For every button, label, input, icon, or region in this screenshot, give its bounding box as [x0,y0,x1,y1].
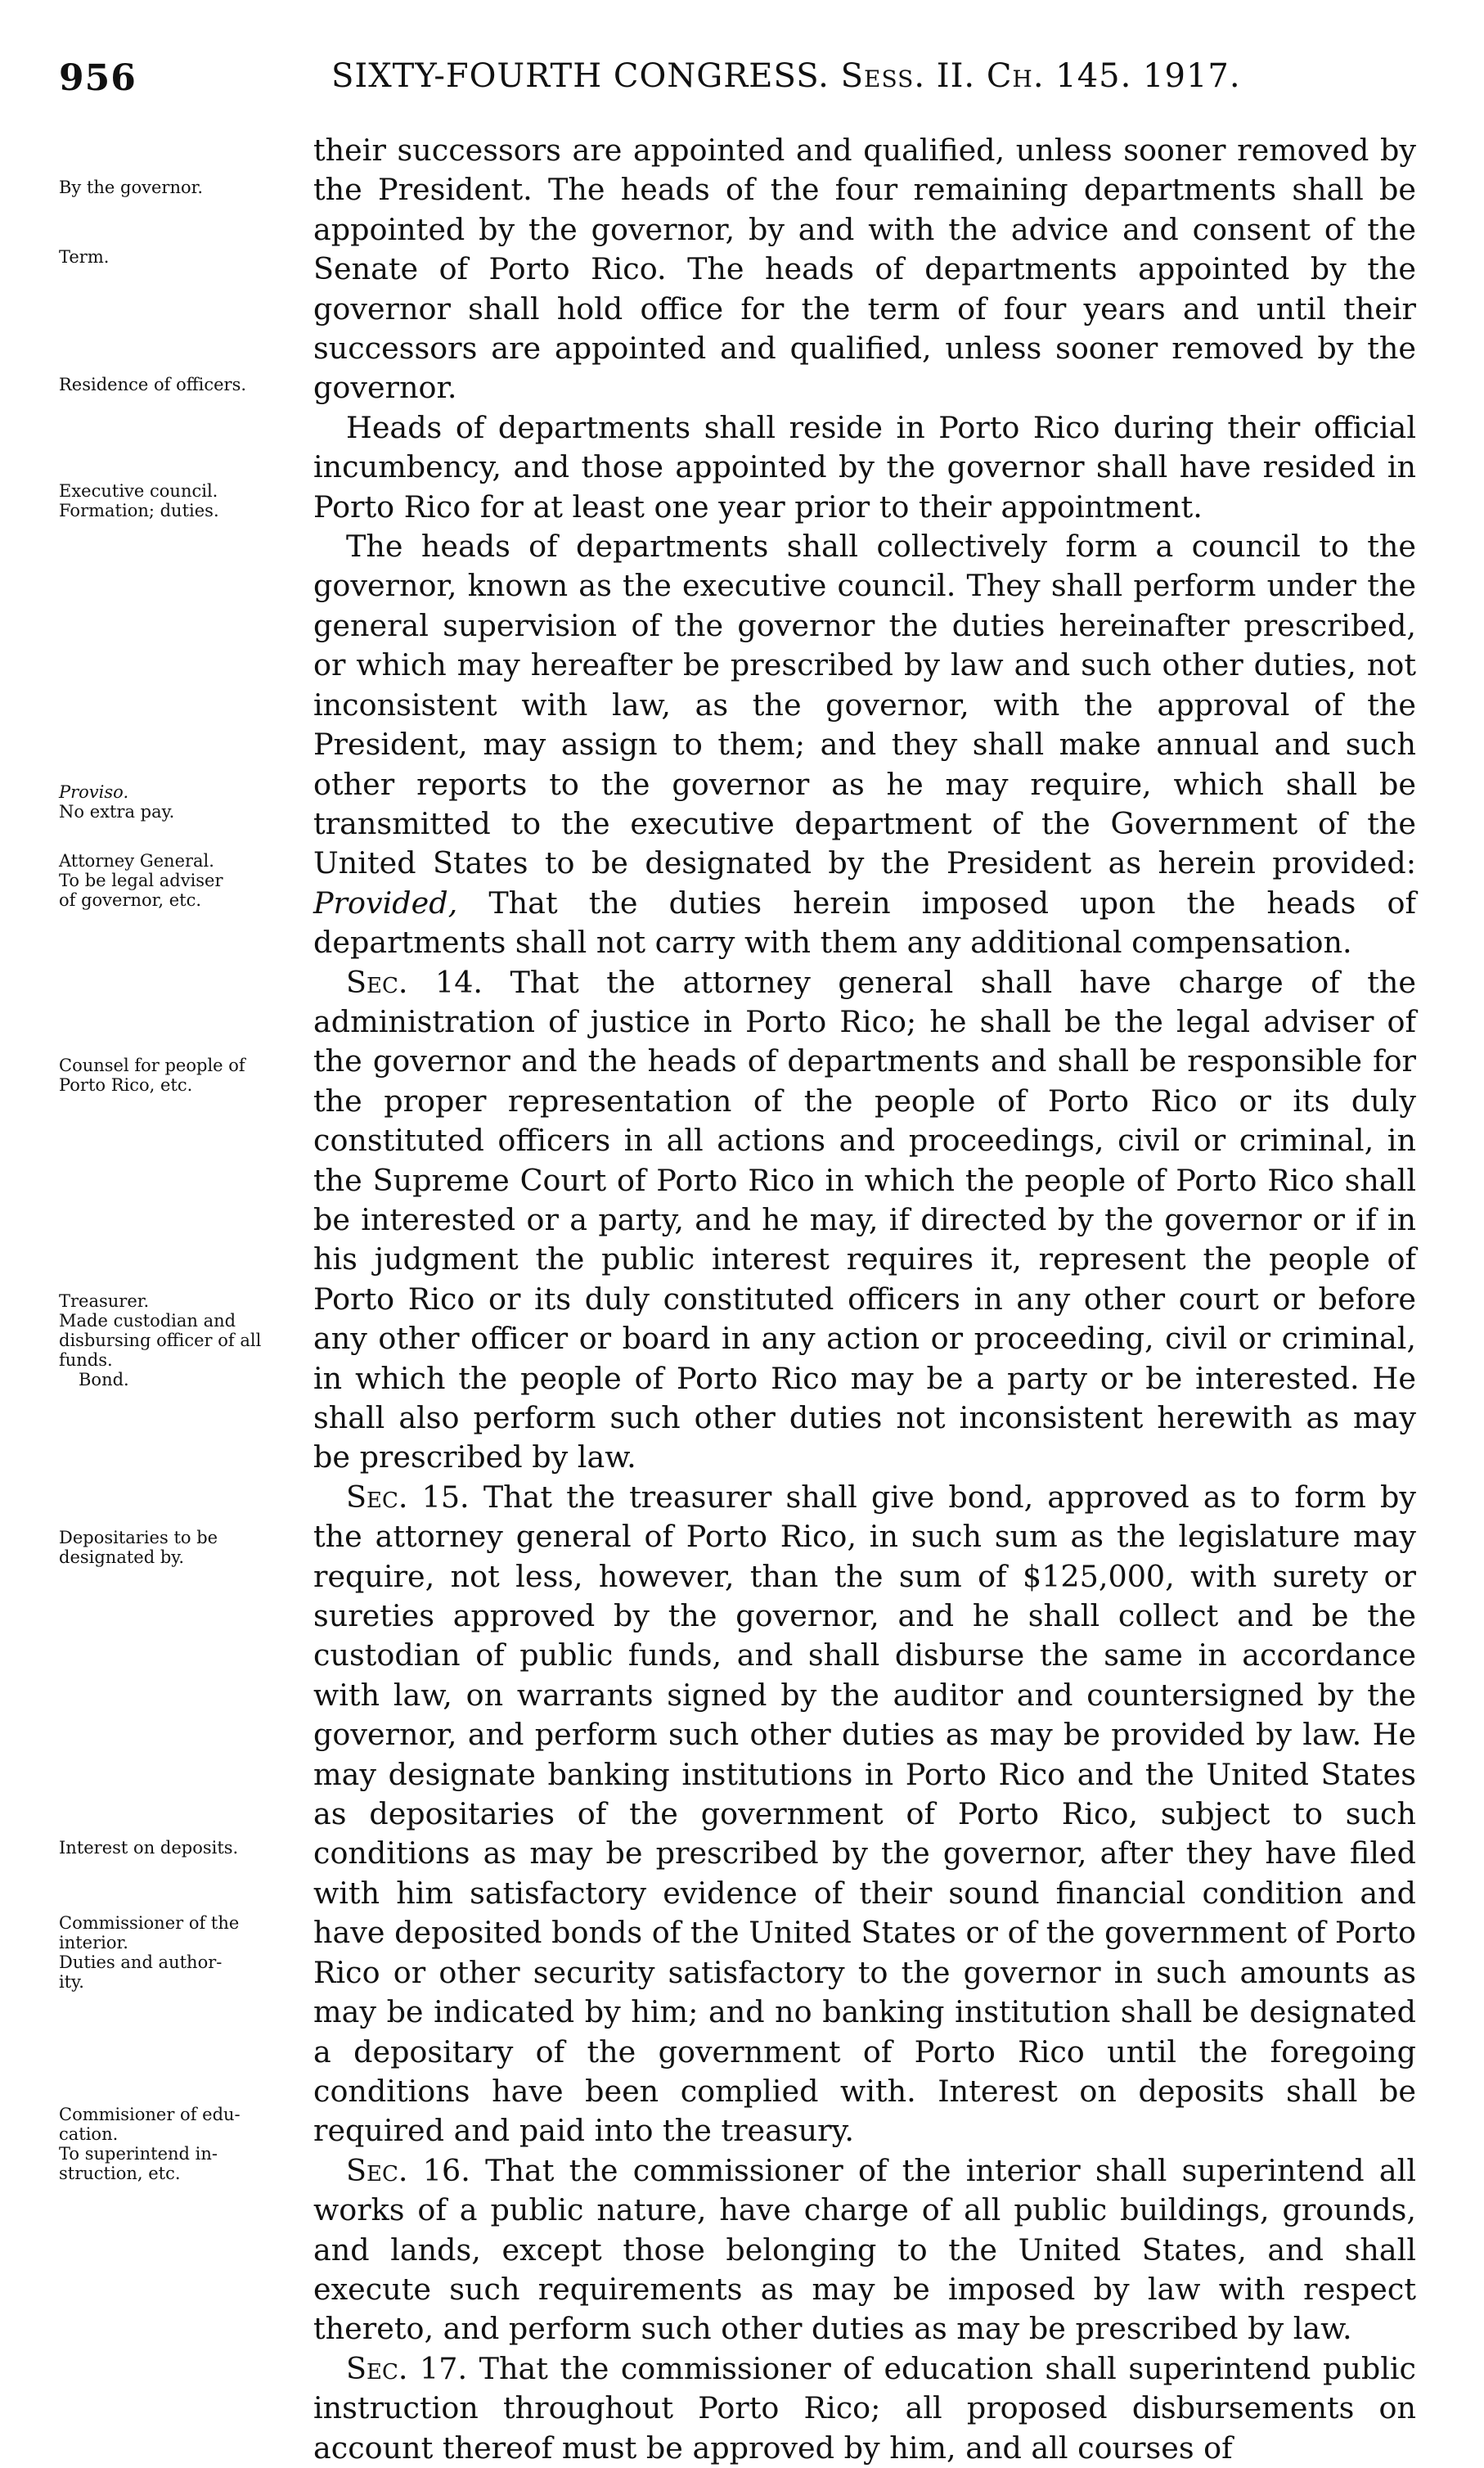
margin-note-line: Attorney General. [59,851,214,871]
margin-note-commissioner-education [59,2105,308,2183]
section-text: That the attorney general shall have charge of the administration of justice in Porto Rico; he shall be the legal adviser of the governor and the heads of departments and shall be responsible for the proper representation of the people of Porto Rico or its duly constituted officers in all actions and proceedings, civil or criminal, in the Supreme Court of Porto Rico in which the people of Porto Rico shall be interested or a party, and he may, if directed by the governor or if in his judgment the public interest requires it, represent the people of Porto Rico or its duly constituted officers in any other court or before any other officer or board in any action or proceeding, civil or criminal, in which the people of Porto Rico may be a party or be interested. He shall also perform such other duties not inconsistent herewith as may be prescribed by law. [313,964,1416,1475]
proviso-label: Provided, [313,885,458,921]
paragraph-continuation: their successors are appointed and qualified, unless sooner removed by the President. The heads of the four remaining departments shall be appointed by the governor, by and with the advice and consent of the Senate of Porto Rico. The heads of departments appointed by the governor shall hold office for the term of four years and until their successors are appointed and qualified, unless sooner removed by the governor. [313,133,1416,406]
margin-note-line: Bond. [79,1370,129,1389]
margin-note-term [59,247,308,267]
margin-note-executive-council [59,481,308,520]
margin-note-by-governor [59,178,308,197]
margin-note-depositaries [59,1528,308,1567]
margin-note-line: Interest on deposits. [59,1838,239,1858]
paragraph-executive-council [313,527,1416,962]
page-number: 956 [59,57,137,99]
margin-note-line: Commisioner of edu- [59,2105,241,2124]
margin-note-line: Commissioner of the [59,1913,240,1933]
margin-note-proviso [59,782,308,822]
year-label: 1917. [1143,57,1241,95]
margin-note-line: Executive council. [59,481,218,501]
running-head [331,57,1241,95]
margin-note-line: Duties and author- [59,1952,223,1972]
margin-note-attorney-general [59,851,308,910]
margin-note-line: Counsel for people of [59,1056,245,1075]
margin-note-counsel [59,1056,308,1095]
margin-note-line: Treasurer. [59,1291,150,1311]
margin-note-line: Porto Rico, etc. [59,1075,193,1095]
chapter-label: Ch. 145. [986,57,1132,95]
margin-note-line: Term. [59,247,110,267]
section-15 [313,1478,1416,2151]
session-label: Sess. II. [840,57,976,95]
margin-note-line: By the governor. [59,178,204,197]
margin-note-line: To superintend in- [59,2144,218,2164]
margin-note-line: ity. [59,1972,84,1992]
margin-note-line: No extra pay. [59,802,175,822]
paragraph-text: The heads of departments shall collectively form a council to the governor, known as the executive council. They shall perform under the general supervision of the governor the duties hereinafter prescribed, or which may hereafter be prescribed by law and such other duties, not inconsistent with law, as the governor, with the approval of the President, may assign to them; and they shall make annual and such other reports to the governor as he may require, which shall be transmitted to the executive department of the Government of the United States to be designated by the President as herein provided: [313,529,1416,881]
margin-note-line: Depositaries to be [59,1528,218,1547]
section-text: That the commissioner of education shall superintend public instruction throughout Porto Rico; all proposed disbursements on account thereof must be approved by him, and all courses of [313,2350,1416,2466]
section-16 [313,2151,1416,2349]
margin-note-line: To be legal adviser [59,871,223,890]
margin-note-line: Proviso. [59,782,129,802]
margin-note-line: Formation; duties. [59,501,219,520]
margin-note-residence [59,375,308,394]
margin-note-line: Made custodian and [59,1311,236,1331]
section-number: Sec. 14. [346,964,483,1000]
margin-note-line: Residence of officers. [59,375,247,394]
section-number: Sec. 16. [346,2152,470,2188]
margin-note-treasurer [59,1291,308,1389]
body-text [313,131,1416,2468]
margin-note-line: of governor, etc. [59,890,202,910]
margin-note-line: disbursing officer of all [59,1331,262,1350]
paragraph-text: That the duties herein imposed upon the heads of departments shall not carry with them any additional compensation. [313,885,1416,961]
margin-note-line: interior. [59,1933,128,1952]
margin-note-line: cation. [59,2124,119,2144]
paragraph-residence: Heads of departments shall reside in Porto Rico during their official incumbency, and those appointed by the governor shall have resided in Porto Rico for at least one year prior to their appointment. [313,409,1416,525]
section-17 [313,2349,1416,2468]
margin-note-line: designated by. [59,1547,185,1567]
margin-note-commissioner-interior [59,1913,308,1992]
section-number: Sec. 15. [346,1479,470,1515]
section-number: Sec. 17. [346,2350,468,2386]
margin-note-line: struction, etc. [59,2164,181,2183]
congress-title: SIXTY-FOURTH CONGRESS. [331,57,830,95]
margin-note-interest [59,1838,308,1858]
section-14 [313,963,1416,1478]
section-text: That the treasurer shall give bond, approved as to form by the attorney general of Porto Rico, in such sum as the legislature may require, not less, however, than the sum of $125,000, with surety or sureties approved by the governor, and he shall collect and be the custodian of public funds, and shall disburse the same in accordance with law, on warrants signed by the auditor and countersigned by the governor, and perform such other duties as may be provided by law. He may designate banking institutions in Porto Rico and the United States as depositaries of the government of Porto Rico, subject to such conditions as may be prescribed by the governor, after they have filed with him satisfactory evidence of their sound financial condition and have deposited bonds of the United States or of the government of Porto Rico or other security satisfactory to the governor in such amounts as may be indicated by him; and no banking institution shall be designated a depositary of the government of Porto Rico until the foregoing conditions have been complied with. Interest on deposits shall be required and paid into the treasury. [313,1479,1416,2149]
section-text: That the commissioner of the interior shall superintend all works of a public nature, have charge of all public buildings, grounds, and lands, except those belonging to the United States, and shall execute such requirements as may be imposed by law with respect thereto, and perform such other duties as may be prescribed by law. [313,2152,1416,2347]
margin-note-line: funds. [59,1350,113,1370]
